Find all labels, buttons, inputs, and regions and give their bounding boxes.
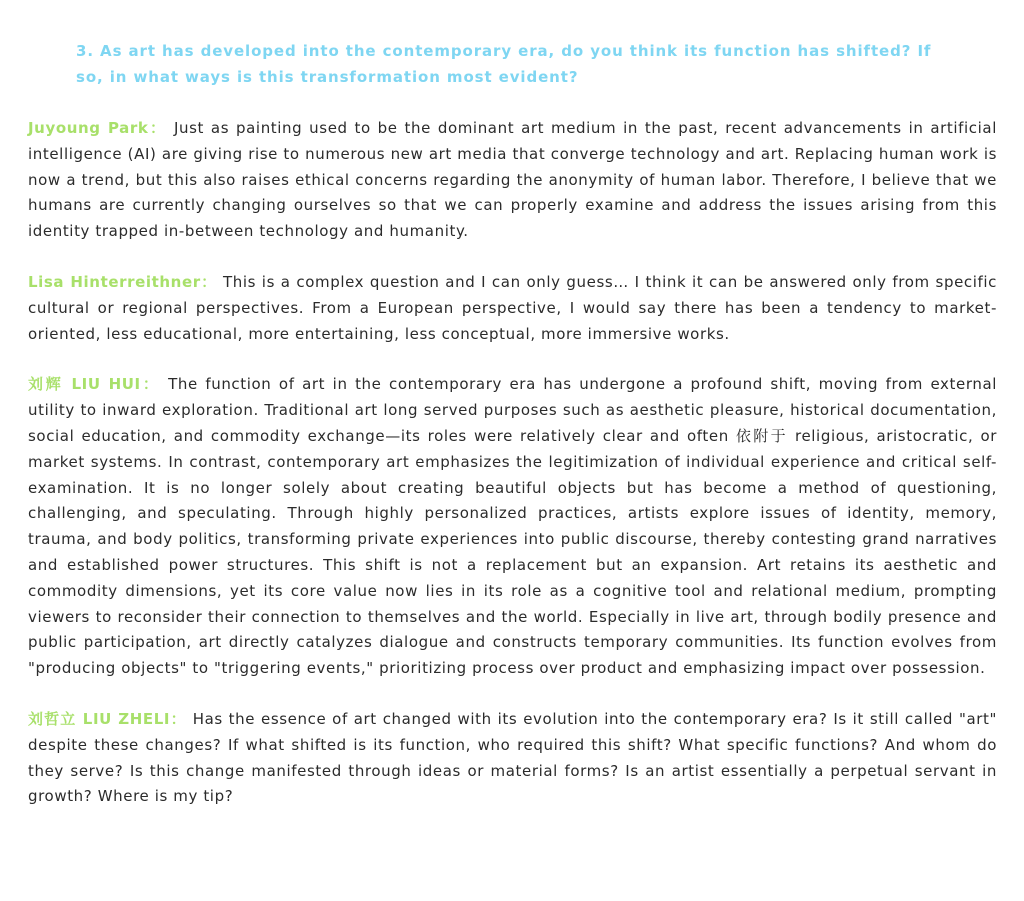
answer-paragraph xyxy=(28,372,997,682)
answer-text: Has the essence of art changed with its evolution into the contemporary era? Is it still called "art" despite these changes? If what shifted is its function, who required this shift? What specific functions? And whom do they serve? Is this change manifested through ideas or material forms? Is an artist essentially a perpetual servant in growth? Where is my tip? xyxy=(28,709,997,806)
answer-paragraph xyxy=(28,707,997,810)
answer-text: Just as painting used to be the dominant art medium in the past, recent advancements in artificial intelligence (AI) are giving rise to numerous new art media that converge technology and art. Replacing human work is now a trend, but this also raises ethical concerns regarding the anonymity of human labor. Therefore, I believe that we humans are currently changing ourselves so that we can properly examine and address the issues arising from this identity trapped in-between technology and humanity. xyxy=(28,119,997,241)
answer-text: The function of art in the contemporary era has undergone a profound shift, moving from external utility to inward exploration. Traditional art long served purposes such as aesthetic pleasure, historical documentation, social education, and commodity exchange—its roles were relatively clear and often 依附于 religious, aristocratic, or market systems. In contrast, contemporary art emphasizes the legitimization of individual experience and critical self-examination. It is no longer solely about creating beautiful objects but has become a method of questioning, challenging, and speculating. Through highly personalized practices, artists explore issues of identity, memory, trauma, and body politics, transforming private experiences into public discourse, thereby contesting grand narratives and established power structures. This shift is not a replacement but an expansion. Art retains its aesthetic and commodity dimensions, yet its core value now lies in its role as a cognitive tool and relational medium, prompting viewers to reconsider their connection to themselves and the world. Especially in live art, through bodily presence and public participation, art directly catalyzes dialogue and constructs temporary communities. Its function evolves from "producing objects" to "triggering events," prioritizing process over product and emphasizing impact over possession. xyxy=(28,375,997,678)
speaker-name: Juyoung Park： xyxy=(28,119,168,137)
answer-text: This is a complex question and I can only guess… I think it can be answered only from specific cultural or regional perspectives. From a European perspective, I would say there has been a tendency to market-oriented, less educational, more entertaining, less conceptual, more immersive works. xyxy=(28,272,998,343)
question-heading: 3. As art has developed into the contemporary era, do you think its function has shifted? If so, in what ways is this transformation most evident? xyxy=(76,42,932,86)
speaker-name: 刘哲立 LIU ZHELI： xyxy=(28,709,187,728)
answer-paragraph xyxy=(28,116,997,245)
document-page xyxy=(28,0,997,810)
speaker-name: Lisa Hinterreithner： xyxy=(28,272,218,291)
speaker-name: 刘辉 LIU HUI： xyxy=(28,375,161,394)
answer-paragraph xyxy=(28,270,997,347)
